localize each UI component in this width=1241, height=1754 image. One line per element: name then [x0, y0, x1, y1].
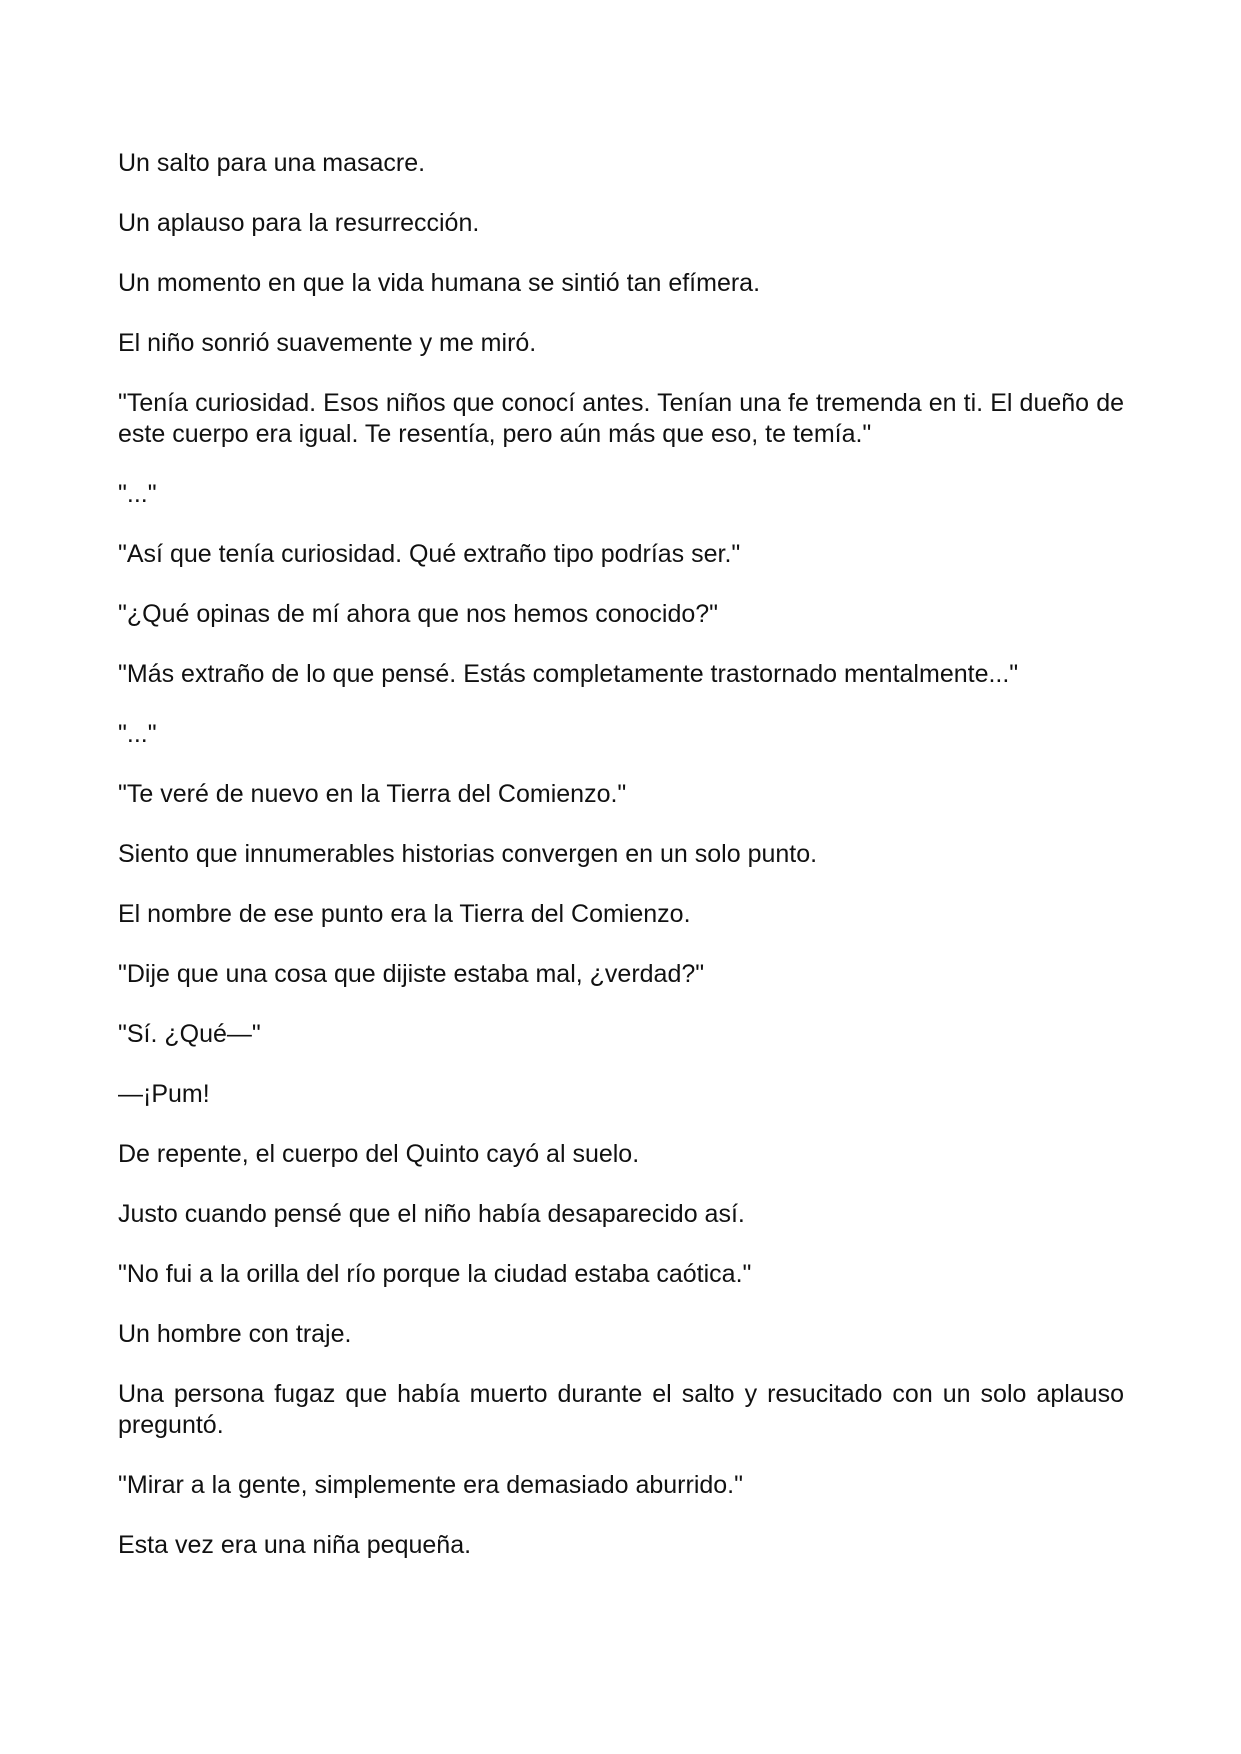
paragraph: Un hombre con traje. [118, 1320, 352, 1348]
paragraph: De repente, el cuerpo del Quinto cayó al suelo. [118, 1140, 640, 1168]
document-body [118, 148, 1124, 1590]
paragraph: Justo cuando pensé que el niño había desaparecido así. [118, 1200, 745, 1228]
paragraph: —¡Pum! [118, 1080, 210, 1108]
paragraph: Siento que innumerables historias convergen en un solo punto. [118, 840, 818, 868]
paragraph: "Mirar a la gente, simplemente era demasiado aburrido." [118, 1471, 743, 1499]
paragraph: Esta vez era una niña pequeña. [118, 1531, 472, 1559]
paragraph: "..." [118, 720, 157, 748]
paragraph: Una persona fugaz que había muerto durante el salto y resucitado con un solo aplauso preguntó. [118, 1380, 1124, 1439]
paragraph: "Más extraño de lo que pensé. Estás completamente trastornado mentalmente..." [118, 660, 1019, 688]
paragraph: "Así que tenía curiosidad. Qué extraño tipo podrías ser." [118, 540, 741, 568]
paragraph: Un momento en que la vida humana se sintió tan efímera. [118, 269, 761, 297]
paragraph: "Tenía curiosidad. Esos niños que conocí antes. Tenían una fe tremenda en ti. El dueño de este cuerpo era igual. Te resentía, pero aún más que eso, te temía." [118, 389, 1124, 448]
paragraph: "Sí. ¿Qué—" [118, 1020, 261, 1048]
paragraph: "Dije que una cosa que dijiste estaba mal, ¿verdad?" [118, 960, 705, 988]
paragraph: Un aplauso para la resurrección. [118, 209, 480, 237]
paragraph: "Te veré de nuevo en la Tierra del Comienzo." [118, 780, 627, 808]
paragraph: El nombre de ese punto era la Tierra del Comienzo. [118, 900, 691, 928]
paragraph: "No fui a la orilla del río porque la ciudad estaba caótica." [118, 1260, 752, 1288]
paragraph: "..." [118, 480, 157, 508]
paragraph: El niño sonrió suavemente y me miró. [118, 329, 537, 357]
paragraph: "¿Qué opinas de mí ahora que nos hemos conocido?" [118, 600, 719, 628]
paragraph: Un salto para una masacre. [118, 149, 426, 177]
